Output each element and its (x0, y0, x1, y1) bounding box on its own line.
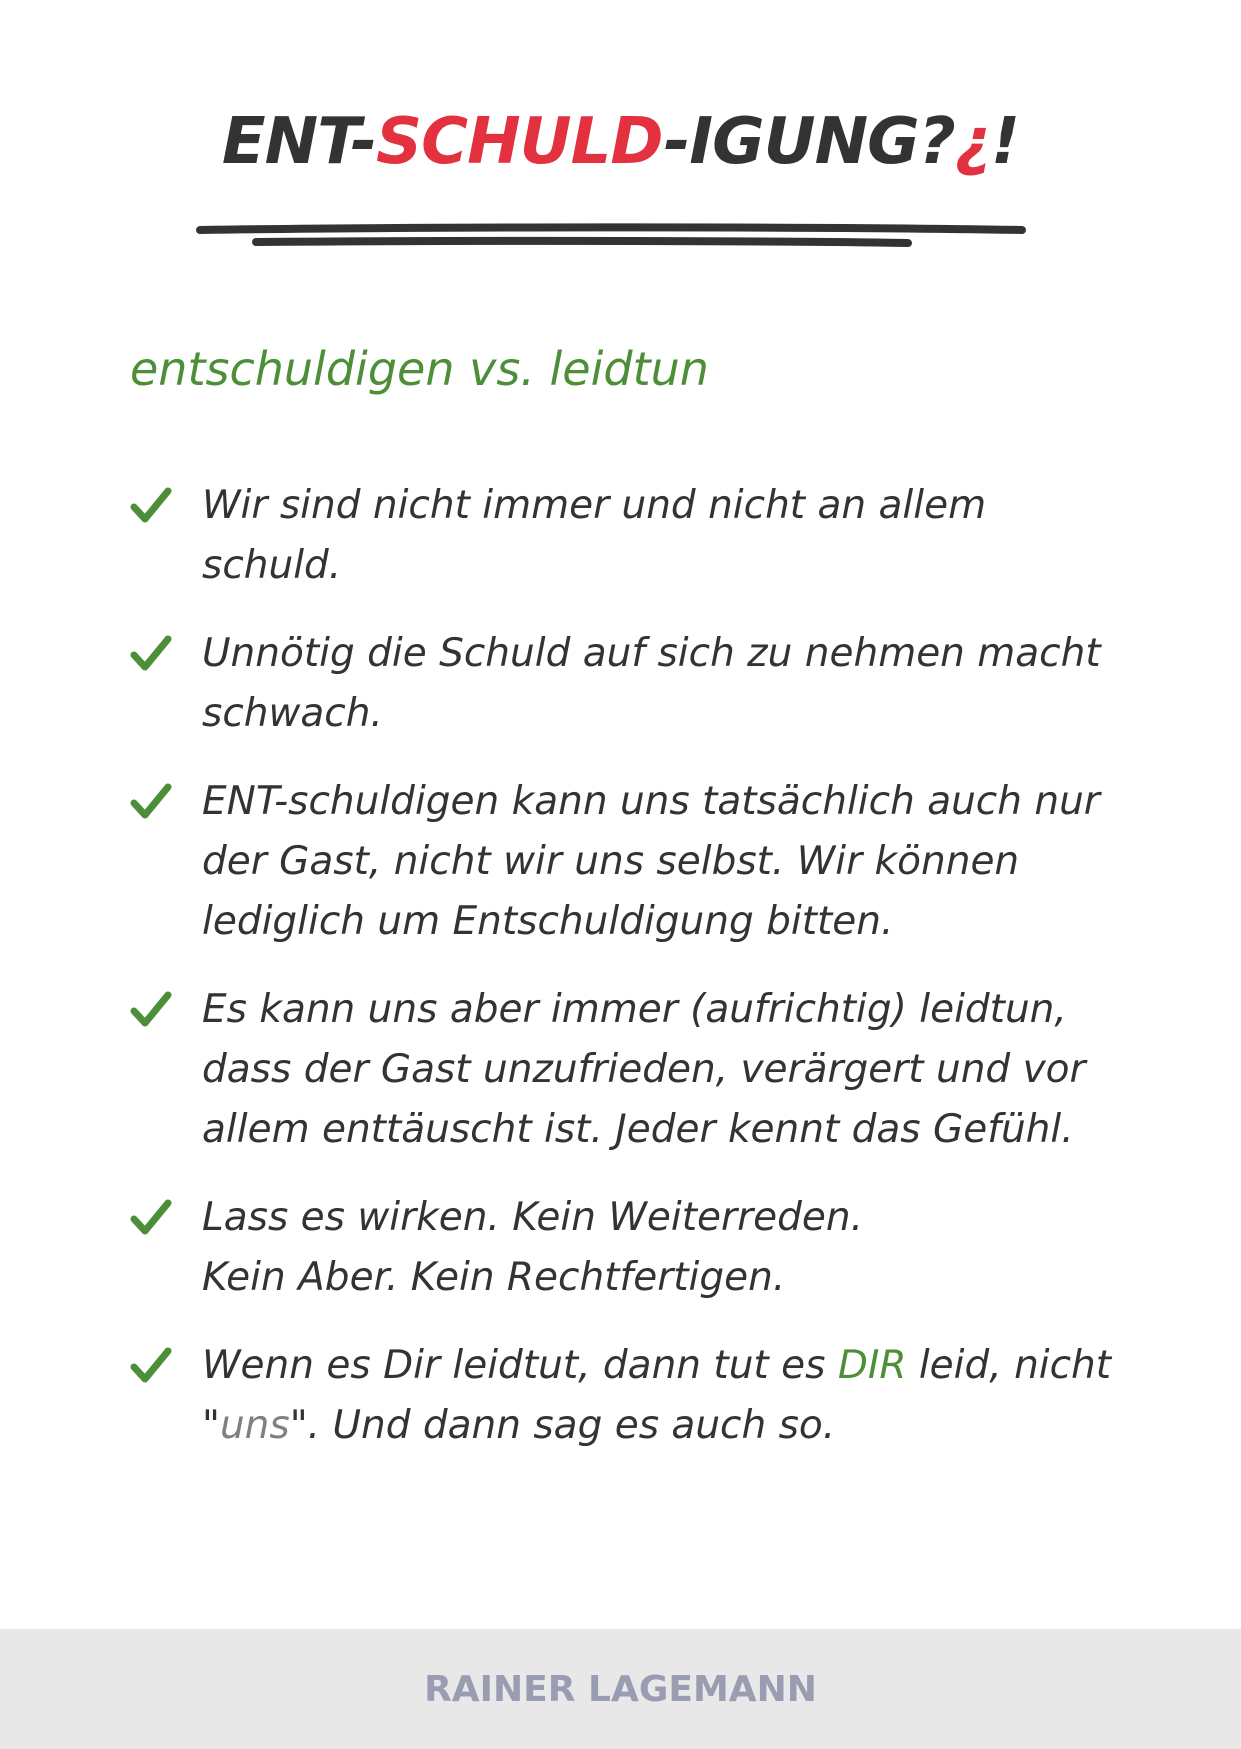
section-subtitle: entschuldigen vs. leidtun (130, 342, 709, 396)
check-icon (130, 633, 172, 673)
title-question-mark: ? (918, 105, 955, 179)
list-item-text: Wir sind nicht immer und nicht an allem schuld. (202, 483, 987, 588)
list-item-text: Es kann uns aber immer (aufrichtig) leidtun, dass der Gast unzufrieden, verärgert und vor allem enttäuscht ist. Jeder kennt das Gefühl. (202, 987, 1086, 1152)
check-icon (130, 1345, 172, 1385)
title-part-ent: ENT- (221, 105, 376, 179)
author-name: RAINER LAGEMANN (424, 1669, 817, 1710)
footer (0, 1629, 1241, 1749)
page-title (0, 105, 1241, 179)
text-segment: leid, nicht " (202, 1343, 1112, 1448)
list-item (130, 980, 1130, 1160)
title-inverted-question-mark: ¿ (954, 105, 991, 179)
check-icon (130, 1197, 172, 1237)
list-item-text: ENT-schuldigen kann uns tatsächlich auch nur der Gast, nicht wir uns selbst. Wir können lediglich um Entschuldigung bitten. (202, 779, 1100, 944)
highlight-uns: uns (219, 1403, 290, 1448)
title-exclamation-mark: ! (990, 105, 1020, 179)
list-item-text: Unnötig die Schuld auf sich zu nehmen macht schwach. (202, 631, 1101, 736)
title-part-schuld: SCHULD (376, 105, 664, 179)
list-item (130, 772, 1130, 952)
text-segment: ". Und dann sag es auch so. (289, 1403, 836, 1448)
text-segment: Wenn es Dir leidtut, dann tut es (202, 1343, 838, 1388)
title-part-igung: -IGUNG (663, 105, 919, 179)
highlight-dir: DIR (837, 1343, 907, 1388)
check-icon (130, 781, 172, 821)
list-item (130, 1188, 1130, 1308)
list-item-line: Lass es wirken. Kein Weiterreden. (202, 1195, 863, 1240)
title-underline (196, 222, 1036, 252)
check-icon (130, 989, 172, 1029)
list-item (130, 624, 1130, 744)
list-item-text (202, 1188, 1130, 1308)
list-item-line: Kein Aber. Kein Rechtfertigen. (202, 1255, 786, 1300)
list-item-text (202, 1336, 1130, 1456)
list-item (130, 1336, 1130, 1456)
list-item (130, 476, 1130, 596)
checklist (130, 476, 1130, 1484)
check-icon (130, 485, 172, 525)
